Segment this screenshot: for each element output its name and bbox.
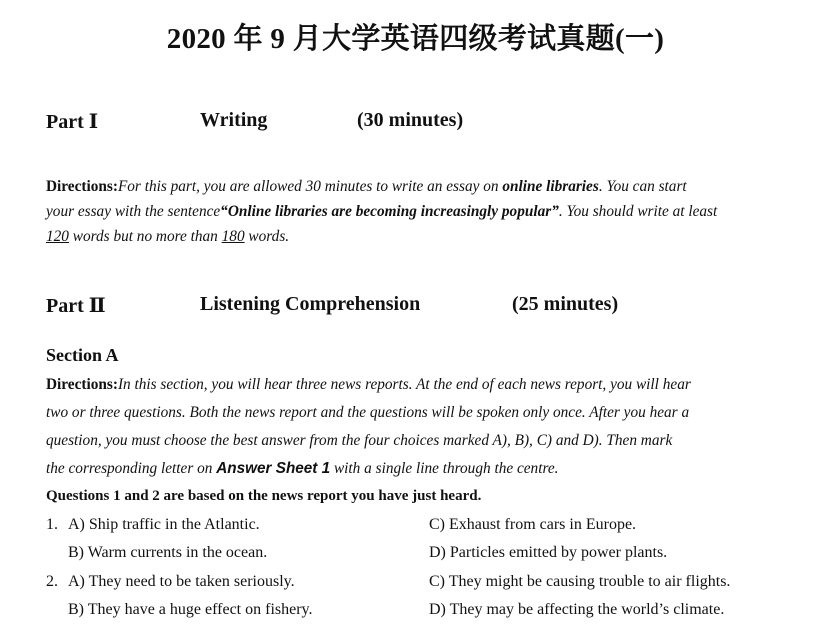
question-2-option-b: B) They have a huge effect on fishery. (68, 601, 313, 618)
directions-text: the corresponding letter on (46, 460, 217, 477)
directions-text: In this section, you will hear three news reports. At the end of each news report, you will hear (117, 376, 691, 393)
directions-text: . You should write at least (558, 203, 718, 220)
directions-text: . You can start (598, 178, 687, 195)
part2-name: Listening Comprehension (200, 293, 421, 315)
part1-directions-line1 (46, 178, 687, 196)
part2-label: Part Ⅱ (46, 295, 106, 317)
part2-time: (25 minutes) (512, 293, 619, 315)
question-1-option-c: C) Exhaust from cars in Europe. (429, 516, 637, 533)
min-words: 120 (46, 228, 69, 245)
directions-text: with a single line through the centre. (330, 460, 559, 477)
question-number: 1. (46, 516, 58, 533)
answer-sheet-ref: Answer Sheet 1 (216, 460, 331, 477)
questions-intro: Questions 1 and 2 are based on the news report you have just heard. (46, 488, 482, 504)
question-1-option-d: D) Particles emitted by power plants. (429, 544, 668, 561)
essay-opening-sentence: “Online libraries are becoming increasingly popular” (220, 203, 559, 220)
directions-text: words. (244, 228, 290, 245)
max-words: 180 (221, 228, 245, 245)
part2-directions-line4 (46, 460, 558, 478)
section-a-heading: Section A (46, 345, 119, 365)
part1-name: Writing (200, 109, 268, 131)
part1-label: Part Ⅰ (46, 111, 99, 133)
exam-title: 2020 年 9 月大学英语四级考试真题(一) (166, 23, 665, 55)
question-1-option-a: A) Ship traffic in the Atlantic. (68, 516, 260, 533)
question-number: 2. (46, 573, 58, 590)
question-2-option-c: C) They might be causing trouble to air flights. (429, 573, 731, 590)
part2-directions-line1 (46, 376, 691, 394)
part1-directions-line2 (46, 203, 717, 221)
part2-directions-line2: two or three questions. Both the news report and the questions will be spoken only once. After you hear a (46, 404, 690, 421)
part2-directions-label: Directions: (46, 376, 118, 393)
part1-time: (30 minutes) (357, 109, 464, 131)
part1-directions-label: Directions: (46, 178, 118, 195)
directions-text: your essay with the sentence (46, 203, 221, 220)
part2-directions-line3: question, you must choose the best answer from the four choices marked A), B), C) and D). Then mark (46, 432, 673, 449)
part1-directions-line3 (46, 228, 289, 246)
question-2-option-d: D) They may be affecting the world’s climate. (429, 601, 725, 618)
directions-text: For this part, you are allowed 30 minutes to write an essay on (117, 178, 503, 195)
question-2-option-a: A) They need to be taken seriously. (68, 573, 295, 590)
essay-topic: online libraries (502, 178, 599, 195)
question-1-option-b: B) Warm currents in the ocean. (68, 544, 268, 561)
directions-text: words but no more than (68, 228, 222, 245)
